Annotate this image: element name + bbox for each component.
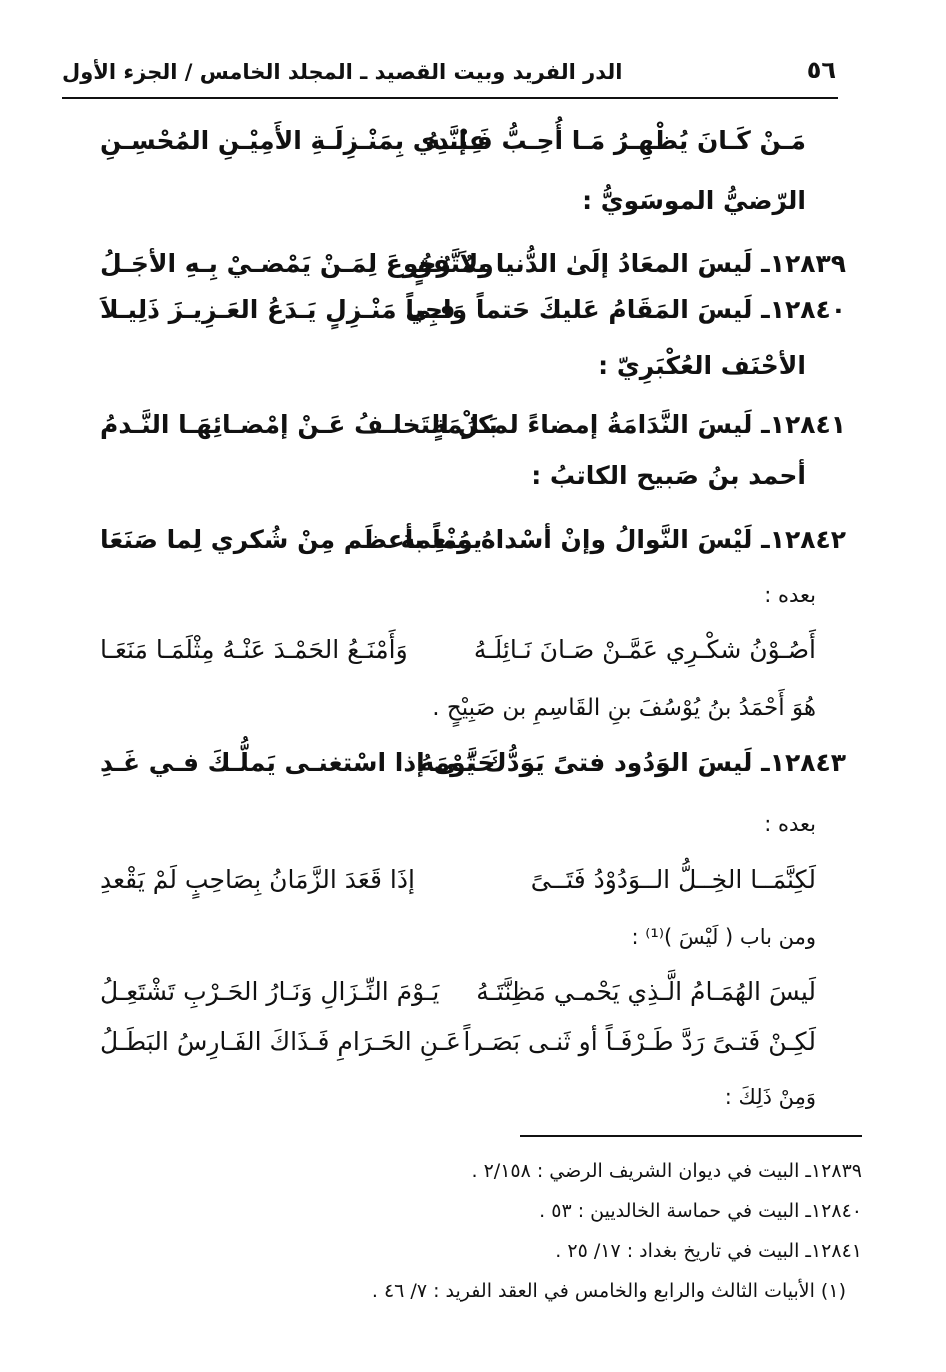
hemistich-second: فـي مَنْـزِلٍ يَـدَعُ العَـزِيـزَ ذَلِيـلاَ <box>100 295 456 324</box>
hemistich-first-text: لَيسَ المعَادُ إلَىٰ الدُّنيا بمُتَّفِقٍ <box>410 249 753 278</box>
hemistich-first: لَيسَ الهُمَـامُ الَّـذِي يَحْمـي مَظِنَّتَـهُ <box>476 977 816 1006</box>
footnote: ١٢٨٣٩ـ البيت في ديوان الشريف الرضي : ٢/١٥٨ . <box>471 1160 862 1182</box>
page-number: ٥٦ <box>806 56 836 84</box>
hemistich-second: يوماً بأعظَم مِنْ شُكري لِما صَنَعَا <box>100 525 483 554</box>
attribution-note: هُوَ أَحْمَدُ بنُ يُوْسُفَ بنِ القَاسِمِ بن صَبِيْحٍ . <box>432 695 816 721</box>
verse-line <box>100 244 846 284</box>
hemistich-first: لَكِنَّمَــا الخِــلُّ الــوَدُوْدُ فَتَــىً <box>530 865 816 894</box>
footnote: (١) الأبيات الثالث والرابع والخامس في العقد الفريد : ٧/ ٤٦ . <box>371 1280 846 1302</box>
hemistich-first-text: لَيسَ النَّدَامَةُ إمضاءً لمكرُمَةٍ <box>431 410 753 439</box>
verse-line <box>100 630 846 670</box>
closing-line: وَمِنْ ذَلِكَ : <box>724 1085 816 1109</box>
hemistich-first-text: لَيسَ المَقَامُ عَليكَ حَتماً وَاجِباً <box>405 295 753 324</box>
hemistich-second: إذَا قَعَدَ الزَّمَانُ بِصَاحِبٍ لَمْ يَقْعدِ <box>100 865 415 894</box>
hemistich-first-text: لَيْسَ النَّوالُ وإنْ أسْداهُ مُنْعِمة <box>400 525 753 554</box>
verse-line <box>100 520 846 560</box>
footnote: ١٢٨٤١ـ البيت في تاريخ بغداد : ١٧/ ٢٥ . <box>555 1240 862 1262</box>
verse-number: ١٢٨٤٠ـ <box>761 295 846 324</box>
verse-line <box>100 972 846 1012</box>
page-header <box>62 56 836 92</box>
poet-name: أحمد بنُ صَبيح الكاتبُ : <box>531 461 806 490</box>
hemistich-second: عِنْـدِي بِمَنْـزِلَـةِ الأَمِيْـنِ المُحْسِـنِ <box>100 126 486 155</box>
verse-line <box>100 743 846 783</box>
hemistich-first: لَكِـنْ فَتـىً رَدَّ طَـرْفَـاً أو ثَنـى بَصَـراً <box>463 1027 816 1056</box>
poet-name: الأحْنَف العُكْبَرِيّ : <box>598 351 806 380</box>
hemistich-first: أَصُـوْنُ شكْـرِي عَمَّـنْ صَـانَ نَـائِلَـهُ <box>473 635 816 664</box>
footnote-rule <box>520 1135 862 1137</box>
chapter-heading: ومن باب ( لَيْسَ )⁽¹⁾ : <box>631 925 816 949</box>
hemistich-second: عَـنِ الحَـرَامِ فَـذَاكَ الفَـارِسُ البَطَـلُ <box>100 1027 461 1056</box>
verse-line <box>100 121 846 161</box>
verse-number: ١٢٨٤٣ـ <box>761 748 846 777</box>
footnote: ١٢٨٤٠ـ البيت في حماسة الخالديين : ٥٣ . <box>539 1200 862 1222</box>
after-label: بعده : <box>764 583 816 607</box>
poet-name: الرّضيُّ الموسَويُّ : <box>582 186 806 215</box>
hemistich-first: مَـنْ كَـانَ يُظْهِـرُ مَـا أُحِـبُّ فَـإنَّـهُ <box>425 126 806 155</box>
verse-number: ١٢٨٤٢ـ <box>761 525 846 554</box>
hemistich-first-text: لَيسَ الوَدُود فتىً يَوَدُّكَ يَوْمَهُ <box>419 748 753 777</box>
hemistich-second: ولاَ رُجُوعَ لِمَـنْ يَمْضـيْ بِـهِ الأجَـلُ <box>100 249 494 278</box>
verse-number: ١٢٨٤١ـ <box>761 410 846 439</box>
hemistich-first <box>405 290 846 330</box>
verse-line <box>100 290 846 330</box>
verse-line <box>100 1022 846 1062</box>
after-label: بعده : <box>764 812 816 836</box>
verse-line <box>100 405 846 445</box>
verse-number: ١٢٨٣٩ـ <box>761 249 846 278</box>
hemistich-second: وَأَمْنَـعُ الحَمْـدَ عَنْـهُ مِثْلَمَـا مَنَعَـا <box>100 635 408 664</box>
hemistich-second: حَتَّـى إذا اسْتغنـى يَملُّـكَ فـي غَـدِ <box>100 748 496 777</box>
verse-line <box>100 860 846 900</box>
running-title: الدر الفريد وبيت القصيد ـ المجلد الخامس / الجزء الأول <box>62 60 623 84</box>
hemistich-second: بَـلْ التَخلـفُ عَـنْ إمْضـائِهَـا النَّـدمُ <box>100 410 498 439</box>
header-rule <box>62 97 838 99</box>
hemistich-second: يَـوْمَ النِّـزَالِ وَنَـارُ الحَـرْبِ تَشْتَعِـلُ <box>100 977 440 1006</box>
